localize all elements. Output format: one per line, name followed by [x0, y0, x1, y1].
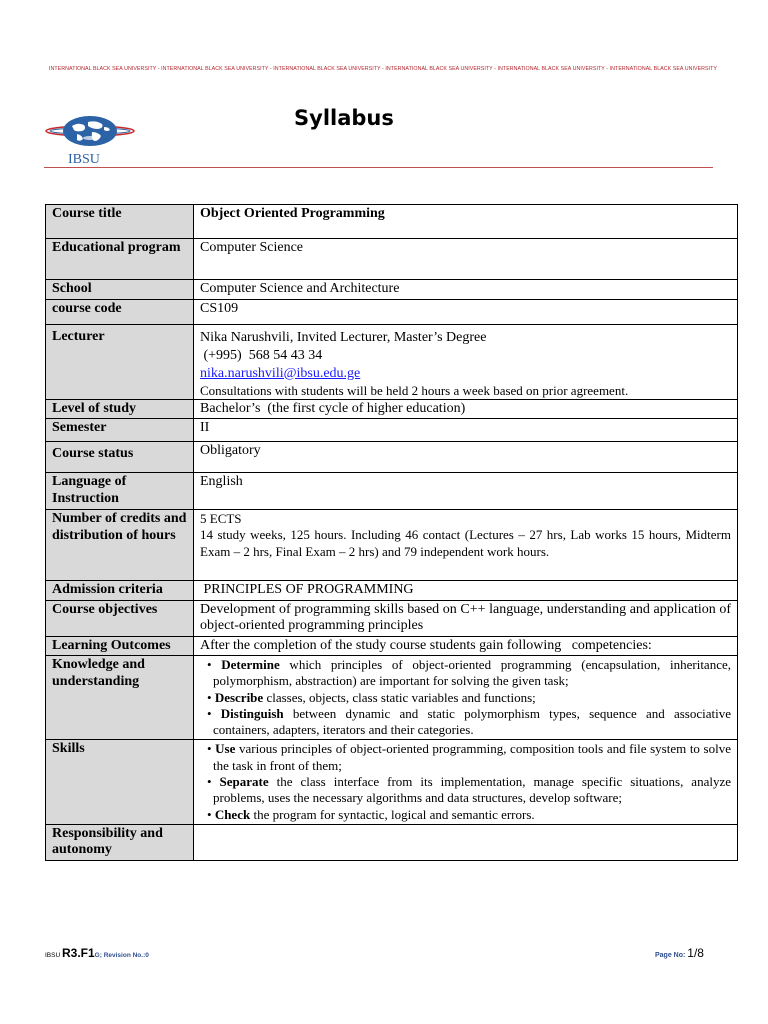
row-credits: [46, 510, 738, 581]
row-course-status: [46, 442, 738, 473]
value-objectives: Development of programming skills based on C++ language, understanding and application of object-oriented programming principles: [194, 600, 738, 636]
row-lecturer: [46, 324, 738, 399]
ibsu-logo: [44, 114, 136, 170]
row-language: [46, 473, 738, 510]
label-lecturer: Lecturer: [46, 324, 194, 399]
value-school: Computer Science and Architecture: [194, 280, 738, 300]
row-level-of-study: [46, 399, 738, 419]
row-knowledge: [46, 656, 738, 740]
syllabus-table: [45, 204, 738, 861]
credits-ects: 5 ECTS: [200, 511, 242, 526]
header-banner: INTERNATIONAL BLACK SEA UNIVERSITY - INTERNATIONAL BLACK SEA UNIVERSITY - INTERNATIONAL BLACK SEA UNIVERSITY - INTERNATIONAL BLACK SEA UNIVERSITY - INTERNATIONAL BLACK SEA UNIVERSITY - INTERNATIONAL BLACK SEA UNIVERSITY: [49, 66, 718, 72]
row-learning-outcomes: [46, 636, 738, 656]
page-number-label: Page No:: [655, 952, 688, 959]
row-semester: [46, 419, 738, 442]
row-course-title: [46, 205, 738, 239]
label-course-status: Course status: [46, 442, 194, 473]
footer-page-number: [655, 946, 704, 960]
label-knowledge: Knowledge and understanding: [46, 656, 194, 740]
row-school: [46, 280, 738, 300]
value-semester: II: [194, 419, 738, 442]
value-language: English: [194, 473, 738, 510]
label-school: School: [46, 280, 194, 300]
label-admission: Admission criteria: [46, 581, 194, 601]
label-learning-outcomes: Learning Outcomes: [46, 636, 194, 656]
value-knowledge: [194, 656, 738, 740]
value-course-title: Object Oriented Programming: [194, 205, 738, 239]
value-lecturer: [194, 324, 738, 399]
value-responsibility: [194, 824, 738, 860]
value-learning-outcomes: After the completion of the study course students gain following competencies:: [194, 636, 738, 656]
label-credits: Number of credits and distribution of hours: [46, 510, 194, 581]
lecturer-consultations: Consultations with students will be held 2 hours a week based on prior agreement.: [200, 382, 629, 398]
value-educational-program: Computer Science: [194, 239, 738, 280]
value-admission: PRINCIPLES OF PROGRAMMING: [194, 581, 738, 601]
label-language: Language of Instruction: [46, 473, 194, 510]
skills-item: • Use various principles of object-oriented programming, composition tools and file system to solve the task in front of them;: [207, 741, 731, 773]
label-skills: Skills: [46, 740, 194, 824]
row-skills: [46, 740, 738, 824]
label-level-of-study: Level of study: [46, 399, 194, 419]
value-skills: [194, 740, 738, 824]
row-educational-program: [46, 239, 738, 280]
value-course-status: Obligatory: [194, 442, 738, 473]
row-responsibility: [46, 824, 738, 860]
page-number-value: 1/8: [687, 946, 704, 960]
value-level-of-study: Bachelor’s (the first cycle of higher education): [194, 399, 738, 419]
credits-distribution: 14 study weeks, 125 hours. Including 46 contact (Lectures – 27 hrs, Lab works 15 hours, Midterm Exam – 2 hrs, Final Exam – 2 hrs) and 79 independent work hours.: [200, 527, 731, 559]
logo-text: IBSU: [68, 152, 100, 167]
footer-revision: G; Revision No.:0: [94, 952, 149, 959]
lecturer-name: Nika Narushvili, Invited Lecturer, Master’s Degree: [200, 329, 487, 345]
header-divider: [44, 167, 713, 168]
row-objectives: [46, 600, 738, 636]
knowledge-item: • Describe classes, objects, class static variables and functions;: [207, 689, 536, 705]
knowledge-item: • Determine which principles of object-oriented programming (encapsulation, inheritance, polymorphism, abstraction) are important for solving the given task;: [207, 657, 731, 689]
skills-item: • Separate the class interface from its implementation, manage specific situations, analyze problems, uses the necessary algorithms and data structures, develop software;: [207, 774, 731, 806]
lecturer-phone: (+995) 568 54 43 34: [200, 347, 323, 363]
value-credits: [194, 510, 738, 581]
row-admission: [46, 581, 738, 601]
label-semester: Semester: [46, 419, 194, 442]
label-course-title: Course title: [46, 205, 194, 239]
knowledge-item: • Distinguish between dynamic and static polymorphism types, sequence and associative containers, adapters, iterators and their categories.: [207, 705, 732, 738]
value-course-code: CS109: [194, 299, 738, 324]
page-title: Syllabus: [294, 106, 394, 130]
label-educational-program: Educational program: [46, 239, 194, 280]
globe-logo-icon: [44, 114, 136, 154]
footer-form-code: [45, 946, 149, 960]
row-course-code: [46, 299, 738, 324]
footer-prefix: IBSU: [45, 952, 62, 959]
label-objectives: Course objectives: [46, 600, 194, 636]
label-course-code: course code: [46, 299, 194, 324]
lecturer-email-link[interactable]: nika.narushvili@ibsu.edu.ge: [200, 365, 361, 381]
label-responsibility: Responsibility and autonomy: [46, 824, 194, 860]
skills-item: • Check the program for syntactic, logical and semantic errors.: [207, 806, 535, 822]
footer-code: R3.F1: [61, 946, 95, 960]
